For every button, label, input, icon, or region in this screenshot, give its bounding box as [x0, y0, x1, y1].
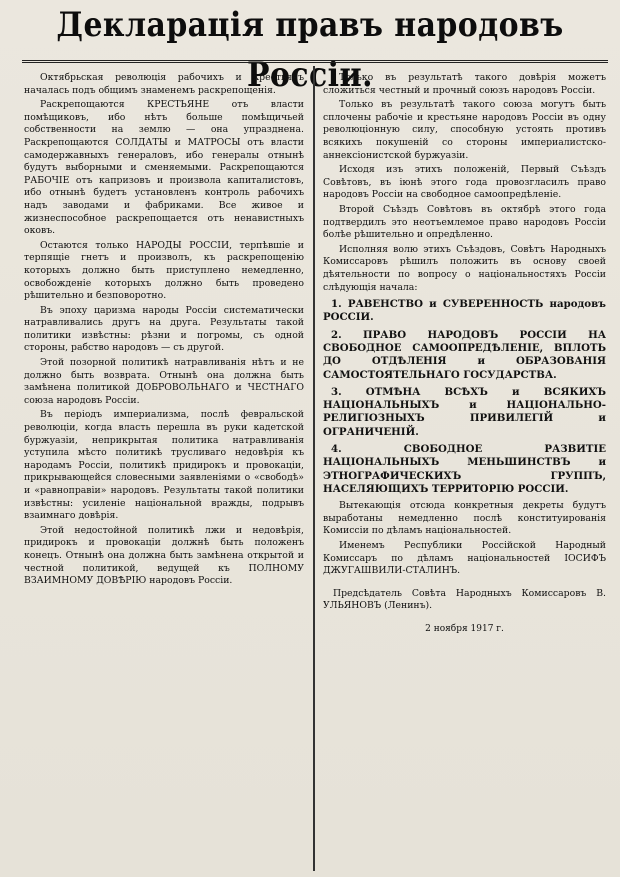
principle-4: 4. СВОБОДНОЕ РАЗВИТІЕ НАЦІОНАЛЬНЫХЪ МЕНЬШИНСТВЪ и ЭТНОГРАФИЧЕСКИХЪ ГРУППЪ, НАСЕЛЯЮЩИХЪ ТЕРРИТОРІЮ РОССІИ.	[323, 443, 606, 495]
paragraph: Только въ результатѣ такого довѣрія можетъ сложиться честный и прочный союзъ народовъ Россіи.	[323, 72, 606, 96]
paragraph: Исполняя волю этихъ Съѣздовъ, Совѣтъ Народныхъ Комиссаровъ рѣшилъ положить въ основу своей дѣятельности по вопросу о національностяхъ Россіи слѣдующія начала:	[323, 243, 606, 293]
principle-1: 1. РАВЕНСТВО и СУВЕРЕННОСТЬ народовъ РОССІИ.	[323, 298, 606, 324]
column-divider	[313, 66, 315, 871]
title-rule	[22, 60, 608, 63]
paragraph: Октябрьская революція рабочихъ и крестьянъ началась подъ общимъ знаменемъ раскрепощенія.	[24, 72, 304, 96]
chairman-signature: Предсѣдатель Совѣта Народныхъ Комиссаровъ В. УЛЬЯНОВЪ (Ленинъ).	[323, 587, 606, 612]
paragraph: Этой недостойной политикѣ лжи и недовѣрія, придирокъ и провокаціи должнѣ быть положенъ конецъ. Отнынѣ она должна быть замѣнена открытой и честной политикой, ведущей къ ПОЛНОМУ ВЗАИМНОМУ ДОВѢРІЮ народовъ Россіи.	[24, 524, 304, 587]
paragraph: Въ періодъ империализма, послѣ февральской революціи, когда власть перешла въ руки кадетской буржуазіи, неприкрытая политика натравливанія уступила мѣсто политикѣ трусливаго недовѣрія къ народамъ Россіи, политикѣ придирокъ и провокаціи, прикрывающейся словесными заявленіями о «свободѣ» и «равноправіи» народовъ. Результаты такой политики извѣстны: усиленіе національной вражды, подрывъ взаимнаго довѣрія.	[24, 409, 304, 522]
left-column	[24, 72, 304, 867]
right-column	[323, 72, 606, 867]
paragraph: Второй Съѣздъ Совѣтовъ въ октябрѣ этого года подтвердилъ это неотъемлемое право народовъ Россіи болѣе рѣшительно и опредѣленно.	[323, 203, 606, 241]
principle-3: 3. ОТМѢНА ВСѢХЪ и ВСЯКИХЪ НАЦІОНАЛЬНЫХЪ и НАЦІОНАЛЬНО-РЕЛИГІОЗНЫХЪ ПРИВИЛЕГІЙ и ОГРАНИЧЕНІЙ.	[323, 385, 606, 438]
paragraph: Исходя изъ этихъ положеній, Первый Съѣздъ Совѣтовъ, въ іюнѣ этого года провозгласилъ право народовъ Россіи на свободное самоопредѣленіе.	[323, 164, 606, 201]
page-title: Декларація правъ народовъ Россіи.	[56, 5, 564, 95]
paragraph: Остаются только НАРОДЫ РОССІИ, терпѣвшіе и терпящіе гнетъ и произволъ, къ раскрепощенію которыхъ должно быть приступлено немедленно, освобожденіе которыхъ должно быть проведено рѣшительно и безповоротно.	[24, 239, 304, 302]
commissar-signature: Именемъ Республики Россійской Народный Комиссаръ по дѣламъ національностей ІОСИФЪ ДЖУГАШВИЛИ-СТАЛИНЪ.	[323, 540, 606, 577]
paragraph: Только въ результатѣ такого союза могутъ быть сплочены рабочіе и крестьяне народовъ Россіи въ одну революціонную силу, способную устоять противъ всякихъ покушеній со стороны империалистско-аннексіонистской буржуазіи.	[323, 99, 606, 161]
principle-2: 2. ПРАВО НАРОДОВЪ РОССІИ НА СВОБОДНОЕ САМООПРЕДѢЛЕНІЕ, ВПЛОТЬ ДО ОТДѢЛЕНІЯ и ОБРАЗОВАНІЯ САМОСТОЯТЕЛЬНАГО ГОСУДАРСТВА.	[323, 328, 606, 381]
paragraph: Раскрепощаются КРЕСТЬЯНЕ отъ власти помѣщиковъ, ибо нѣтъ больше помѣщичьей собственности на землю — она упразднена. Раскрепощаются СОЛДАТЫ и МАТРОСЫ отъ власти самодержавныхъ генераловъ, ибо генералы отнынѣ будутъ выборными и сменяемыми. Раскрепощаются РАБОЧІЕ отъ капризовъ и произвола капиталистовъ, ибо отнынѣ будетъ установленъ контроль рабочихъ надъ заводами и фабриками. Все живое и жизнеспособное раскрепощается отъ ненавистныхъ оковъ.	[24, 99, 304, 237]
paragraph: Въ эпоху царизма народы Россіи систематически натравливались другъ на друга. Результаты такой политики извѣстны: рѣзни и погромы, съ одной стороны, рабство народовъ — съ другой.	[24, 304, 304, 354]
paragraph: Вытекающія отсюда конкретныя декреты будутъ выработаны немедленно послѣ конституированія Комиссіи по дѣламъ національностей.	[323, 500, 606, 537]
paragraph: Этой позорной политикѣ натравливанія нѣтъ и не должно быть возврата. Отнынѣ она должна быть замѣнена политикой ДОБРОВОЛЬНАГО и ЧЕСТНАГО союза народовъ Россіи.	[24, 357, 304, 406]
document-date: 2 ноября 1917 г.	[425, 624, 504, 634]
